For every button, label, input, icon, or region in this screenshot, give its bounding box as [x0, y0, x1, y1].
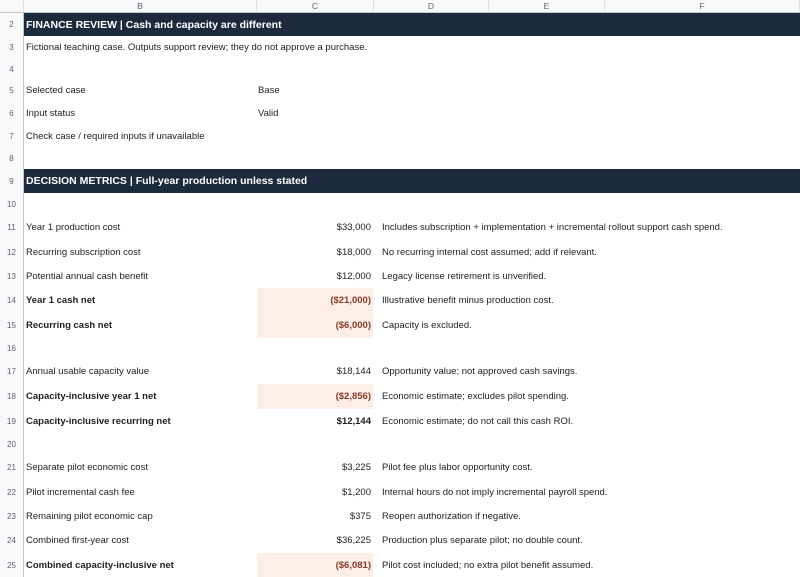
- cell-comment[interactable]: Pilot fee plus labor opportunity cost.: [382, 462, 533, 473]
- row-number[interactable]: 5: [0, 79, 24, 102]
- cell-value[interactable]: $18,144: [336, 366, 371, 377]
- cell-label[interactable]: Recurring subscription cost: [26, 246, 141, 258]
- column-header-d[interactable]: D: [374, 0, 489, 12]
- row-number[interactable]: 9: [0, 169, 24, 193]
- cell-comment[interactable]: Capacity is excluded.: [382, 320, 472, 331]
- cell-comment[interactable]: Legacy license retirement is unverified.: [382, 270, 547, 282]
- cell-label[interactable]: Selected case: [26, 85, 86, 96]
- cell-value[interactable]: $12,144: [336, 415, 371, 427]
- table-row: [0, 59, 800, 79]
- row-number[interactable]: 13: [0, 264, 24, 288]
- cell-value[interactable]: $1,200: [341, 486, 371, 498]
- row-number[interactable]: 11: [0, 215, 24, 240]
- cell-comment[interactable]: No recurring internal cost assumed; add if relevant.: [382, 246, 597, 258]
- cell-input-status-value[interactable]: Valid: [258, 108, 279, 119]
- cell-label[interactable]: Potential annual cash benefit: [26, 270, 149, 282]
- row-number[interactable]: 23: [0, 504, 24, 528]
- table-row: [0, 13, 800, 36]
- row-number[interactable]: 2: [0, 13, 24, 36]
- cell-comment[interactable]: Includes subscription + implementation + incremental rollout support cash spend.: [382, 222, 723, 233]
- cell-value[interactable]: $33,000: [336, 222, 371, 233]
- select-all-corner[interactable]: [0, 0, 24, 12]
- cell-comment[interactable]: Economic estimate; excludes pilot spending.: [382, 391, 569, 402]
- table-row: [0, 288, 800, 313]
- section-banner-decision-metrics[interactable]: DECISION METRICS | Full-year production unless stated: [24, 169, 800, 193]
- table-row: [0, 409, 800, 433]
- row-number[interactable]: 24: [0, 528, 24, 553]
- cell-value-negative[interactable]: ($6,000): [257, 313, 373, 338]
- cell-value[interactable]: $36,225: [336, 535, 371, 546]
- table-row: [0, 36, 800, 59]
- cell-comment[interactable]: Opportunity value; not approved cash savings.: [382, 366, 578, 377]
- row-number[interactable]: 20: [0, 433, 24, 455]
- cell-label[interactable]: Remaining pilot economic cap: [26, 510, 153, 522]
- cell-value[interactable]: $3,225: [341, 462, 371, 473]
- column-header-e[interactable]: E: [489, 0, 605, 12]
- cell-label[interactable]: Input status: [26, 108, 76, 119]
- cell-selected-case-value[interactable]: Base: [258, 85, 280, 96]
- column-header-bar: [0, 0, 800, 13]
- cell-comment[interactable]: Internal hours do not imply incremental payroll spend.: [382, 486, 608, 498]
- cell-value-negative[interactable]: ($21,000): [257, 288, 373, 313]
- cell-value-negative[interactable]: ($6,081): [257, 553, 373, 577]
- cell-value[interactable]: $375: [349, 510, 371, 522]
- cell-label[interactable]: Combined first-year cost: [26, 535, 129, 546]
- cell-comment[interactable]: Illustrative benefit minus production cost.: [382, 295, 554, 306]
- table-row: [0, 455, 800, 480]
- column-header-f[interactable]: F: [605, 0, 800, 12]
- table-row: [0, 504, 800, 528]
- row-number[interactable]: 12: [0, 240, 24, 264]
- cell-label[interactable]: Recurring cash net: [26, 320, 113, 331]
- table-row: [0, 359, 800, 384]
- row-number[interactable]: 3: [0, 36, 24, 59]
- cell-label[interactable]: Capacity-inclusive recurring net: [26, 415, 171, 427]
- row-number[interactable]: 10: [0, 193, 24, 215]
- row-number[interactable]: 15: [0, 313, 24, 338]
- cell-label[interactable]: Check case / required inputs if unavailable: [26, 131, 205, 142]
- row-number[interactable]: 4: [0, 59, 24, 79]
- table-row: [0, 313, 800, 338]
- table-row: [0, 79, 800, 102]
- table-row: [0, 193, 800, 215]
- cell-label[interactable]: Annual usable capacity value: [26, 366, 150, 377]
- row-number[interactable]: 22: [0, 480, 24, 504]
- row-number[interactable]: 6: [0, 102, 24, 125]
- table-row: [0, 480, 800, 504]
- row-number[interactable]: 21: [0, 455, 24, 480]
- cell-label[interactable]: Combined capacity-inclusive net: [26, 559, 174, 571]
- row-number[interactable]: 17: [0, 359, 24, 384]
- row-number[interactable]: 16: [0, 338, 24, 359]
- row-number[interactable]: 18: [0, 384, 24, 409]
- cell-label[interactable]: Year 1 cash net: [26, 295, 96, 306]
- table-row: [0, 215, 800, 240]
- cell-comment[interactable]: Production plus separate pilot; no double count.: [382, 535, 583, 546]
- cell-value[interactable]: $12,000: [336, 270, 371, 282]
- table-row: [0, 338, 800, 359]
- row-number[interactable]: 19: [0, 409, 24, 433]
- table-row: [0, 125, 800, 148]
- cell-label[interactable]: Pilot incremental cash fee: [26, 486, 135, 498]
- cell-label[interactable]: Year 1 production cost: [26, 222, 121, 233]
- row-number[interactable]: 8: [0, 148, 24, 169]
- cell-label[interactable]: Separate pilot economic cost: [26, 462, 148, 473]
- table-row: [0, 148, 800, 169]
- cell-label[interactable]: Capacity-inclusive year 1 net: [26, 391, 157, 402]
- cell-comment[interactable]: Pilot cost included; no extra pilot benefit assumed.: [382, 559, 594, 571]
- table-row: [0, 102, 800, 125]
- cell-value[interactable]: $18,000: [336, 246, 371, 258]
- cell-comment[interactable]: Reopen authorization if negative.: [382, 510, 521, 522]
- table-row: [0, 264, 800, 288]
- cell-value-negative[interactable]: ($2,856): [257, 384, 373, 409]
- row-number[interactable]: 7: [0, 125, 24, 148]
- table-row: [0, 528, 800, 553]
- cell-comment[interactable]: Economic estimate; do not call this cash ROI.: [382, 415, 574, 427]
- row-number[interactable]: 14: [0, 288, 24, 313]
- row-number[interactable]: 25: [0, 553, 24, 577]
- table-row: [0, 553, 800, 577]
- column-header-b[interactable]: B: [24, 0, 257, 12]
- section-banner-finance-review[interactable]: FINANCE REVIEW | Cash and capacity are different: [24, 13, 800, 36]
- table-row: [0, 240, 800, 264]
- table-row: [0, 433, 800, 455]
- table-row: [0, 384, 800, 409]
- column-header-c[interactable]: C: [257, 0, 374, 12]
- table-row: [0, 169, 800, 193]
- cell-note[interactable]: Fictional teaching case. Outputs support review; they do not approve a purchase.: [26, 42, 368, 53]
